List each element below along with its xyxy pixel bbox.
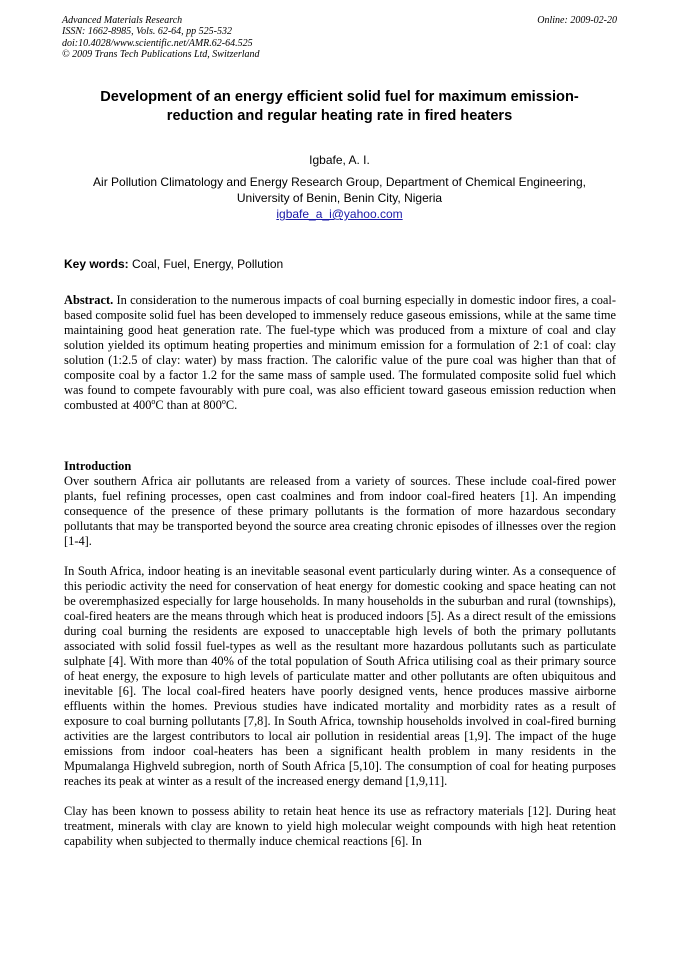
abstract-label: Abstract.: [64, 293, 114, 307]
copyright-line: © 2009 Trans Tech Publications Ltd, Switzerland: [62, 49, 260, 61]
issn-line: ISSN: 1662-8985, Vols. 62-64, pp 525-532: [62, 26, 232, 38]
intro-paragraph-2: In South Africa, indoor heating is an inevitable seasonal event particularly during winter. As a consequence of this periodic activity the need for conservation of heat energy for domestic cooking and space heating can not be overemphasized especially for large households. In many households in the suburban and rural (townships), coal-fired heaters are the means through which heat is produced indoors [5]. As a direct result of the emissions during coal burning the residents are exposed to unacceptable high levels of both the primary pollutants associated with solid fossil fuel-types as well as the resultant more hazardous pollutants such as particulate sulphate [4]. With more than 40% of the total population of South Africa utilising coal as their primary source of heat energy, the exposure to high levels of particulate matter and other pollutants are often ubiquitous and inevitable [6]. The local coal-fired heaters have poorly designed vents, hence produces massive airborne effluents within the homes. Previous studies have indicated mortality and morbidity rates as a result of exposure to coal burning pollutants [7,8]. In South Africa, township households involved in coal-fired burning activities are the largest contributors to local air pollution in residential areas [1,9]. The impact of the huge emissions from indoor coal-heaters has been a significant health problem in many residents in the Mpumalanga Highveld subregion, north of South Africa [5,10]. The consumption of coal for heating purposes reaches its peak at winter as a result of the increased energy demand [1,9,11].: [64, 564, 616, 788]
paragraph-spacer: [64, 789, 616, 804]
intro-paragraph-3: Clay has been known to possess ability to retain heat hence its use as refractory materials [12]. During heat treatment, minerals with clay are known to yield high molecular weight compounds with high heat retention capability when subjected to thermally induce chemical reactions [6]. In: [64, 804, 616, 848]
author-email-link[interactable]: igbafe_a_i@yahoo.com: [276, 207, 403, 221]
abstract-text-part-3: C.: [225, 398, 238, 412]
affiliation-line-1: Air Pollution Climatology and Energy Research Group, Department of Chemical Engineering,: [93, 175, 586, 189]
keywords-label: Key words:: [64, 257, 129, 271]
degree-symbol-1: o: [151, 397, 156, 406]
paragraph-spacer: [64, 549, 616, 564]
journal-name: Advanced Materials Research: [62, 15, 183, 26]
intro-paragraph-1: Over southern Africa air pollutants are released from a variety of sources. These include coal-fired power plants, fuel refining processes, open cast coalmines and from indoor coal-fired heaters [1]. An impending consequence of the presence of these primary pollutants is the formation of more hazardous secondary pollutants that may be transported beyond the source area creating chronic episodes of illnesses over the region [1-4].: [64, 474, 616, 548]
email-block: [62, 207, 617, 221]
paper-title: [62, 88, 617, 126]
affiliation: [62, 175, 617, 206]
degree-symbol-2: o: [221, 397, 226, 406]
abstract-text-part-2: C than at 800: [155, 398, 222, 412]
title-line-2: reduction and regular heating rate in fired heaters: [166, 108, 513, 124]
doi-line: doi:10.4028/www.scientific.net/AMR.62-64.525: [62, 37, 253, 49]
affiliation-line-2: University of Benin, Benin City, Nigeria: [236, 190, 443, 205]
keywords: [64, 257, 616, 271]
introduction-section: [64, 459, 616, 849]
abstract-text-part-1: In consideration to the numerous impacts of coal burning especially in domestic indoor fires, a coal-based composite solid fuel has been developed to immensely reduce gaseous emissions, while at the same time maintaining good heat generation rate. The fuel-type which was produced from a mixture of coal and clay solution yielded its optimum heating properties and minimum emission for a formulation of 2:1 of coal: clay solution (1:2.5 of clay: water) by mass fraction. The calorific value of the pure coal was higher than that of composite coal by a factor 1.2 for the same mass of sample used. The formulated composite solid fuel which was found to compete favourably with pure coal, was also efficient toward gaseous emission reduction when combusted at 400: [64, 293, 616, 412]
keywords-text: Coal, Fuel, Energy, Pollution: [128, 257, 284, 271]
title-line-1: Development of an energy efficient solid fuel for maximum emission-: [100, 89, 579, 105]
journal-header: [62, 15, 617, 61]
author-name: Igbafe, A. I.: [309, 153, 370, 167]
online-date: Online: 2009-02-20: [537, 15, 617, 26]
introduction-heading: Introduction: [64, 459, 132, 473]
abstract: [64, 293, 616, 413]
